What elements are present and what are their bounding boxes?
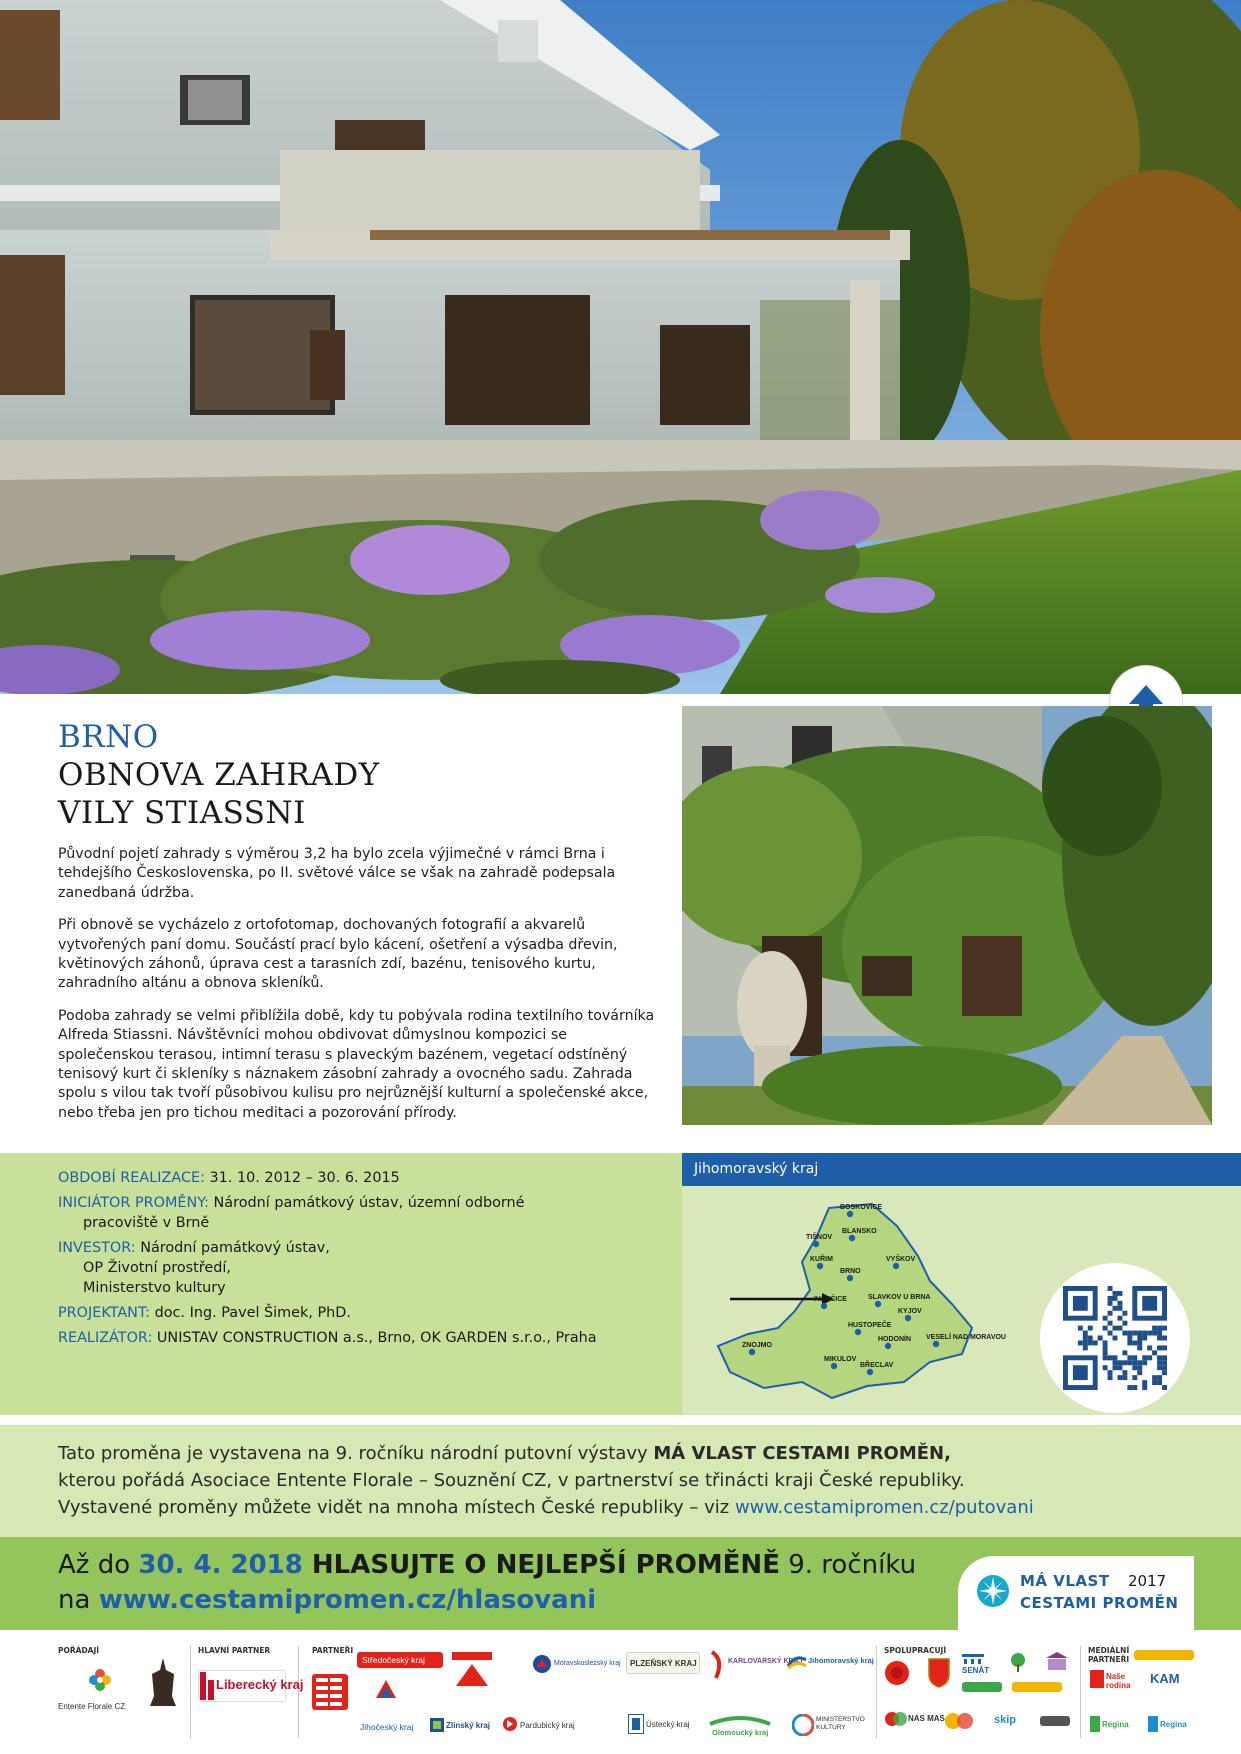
flower-logo-icon bbox=[976, 1574, 1010, 1608]
label-main-partner: HLAVNÍ PARTNER bbox=[198, 1646, 271, 1655]
info-initiator-value-cont: pracoviště v Brně bbox=[83, 1215, 210, 1231]
town-marker bbox=[849, 1235, 855, 1241]
town-label: TIŠNOV bbox=[806, 1234, 833, 1241]
town-label: BŘECLAV bbox=[860, 1362, 894, 1369]
town-marker bbox=[847, 1211, 853, 1217]
ministerstvo-kultury-mark-icon bbox=[792, 1714, 814, 1736]
partners-divider-3 bbox=[876, 1646, 877, 1738]
hero-illustration bbox=[0, 0, 1241, 694]
qr-code[interactable] bbox=[1040, 1263, 1190, 1413]
logo-ustecky: Ústecký kraj bbox=[646, 1720, 690, 1729]
town-label: SLAVKOV U BRNA bbox=[868, 1294, 931, 1301]
logo-regina-2: Regina bbox=[1160, 1720, 1187, 1729]
vote-deadline: 30. 4. 2018 bbox=[138, 1550, 303, 1580]
regina-mark-icon bbox=[1090, 1716, 1100, 1732]
info-contractor-label: REALIZÁTOR: bbox=[58, 1330, 153, 1346]
partners-divider-1 bbox=[190, 1646, 191, 1738]
partners-divider-2 bbox=[298, 1646, 299, 1738]
brand-line-1: MÁ VLAST bbox=[1020, 1572, 1110, 1590]
logo-stredocesky: Středočeský kraj bbox=[362, 1655, 425, 1665]
partners-divider-4 bbox=[1080, 1646, 1081, 1738]
hero-photo-villa-garden bbox=[0, 0, 1241, 694]
logo-plzensky: PLZEŇSKÝ KRAJ bbox=[630, 1659, 697, 1668]
town-marker bbox=[821, 1303, 827, 1309]
partners-strip bbox=[0, 1630, 1241, 1754]
logo-olomoucky: Olomoucký kraj bbox=[712, 1728, 769, 1737]
label-media-1: MEDIÁLNÍ bbox=[1088, 1646, 1130, 1655]
article-body bbox=[58, 845, 658, 1136]
body-paragraph-1: Původní pojetí zahrady s výměrou 3,2 ha bylo zcela výjimečné v rámci Brna i tehdejšího Československa, po II. světové válce se však na zahradě podepsala zanedbaná údržba. bbox=[58, 846, 616, 901]
town-label: HUSTOPEČE bbox=[848, 1322, 892, 1329]
vote-line-1 bbox=[58, 1548, 916, 1582]
expo-exhibition-name: MÁ VLAST CESTAMI PROMĚN, bbox=[653, 1443, 951, 1464]
liberecky-kraj-mark-icon bbox=[200, 1672, 214, 1700]
town-label: BOSKOVICE bbox=[840, 1204, 883, 1211]
campaign-brand bbox=[958, 1556, 1194, 1630]
info-designer-value: doc. Ing. Pavel Šimek, PhD. bbox=[154, 1305, 351, 1321]
rose-logo-icon bbox=[884, 1660, 910, 1686]
info-contractor bbox=[58, 1328, 658, 1348]
moravskoslezsky-kraj-mark-icon bbox=[532, 1654, 552, 1674]
town-label: VESELÍ NAD MORAVOU bbox=[926, 1334, 1006, 1341]
vote-link-prefix: na bbox=[58, 1585, 99, 1615]
info-investor bbox=[58, 1238, 658, 1298]
info-designer-label: PROJEKTANT: bbox=[58, 1305, 150, 1321]
town-marker bbox=[855, 1329, 861, 1335]
expo-line-3-text: Vystavené proměny můžete vidět na mnoha místech České republiky – viz bbox=[58, 1497, 735, 1518]
compass-partner-logo-icon bbox=[944, 1712, 974, 1730]
info-investor-value: Národní památkový ústav, bbox=[140, 1240, 330, 1256]
logo-jihomoravsky: Jihomoravský kraj bbox=[808, 1656, 874, 1665]
info-period-value: 31. 10. 2012 – 30. 6. 2015 bbox=[209, 1170, 400, 1186]
building-logo-icon bbox=[1046, 1652, 1068, 1670]
expo-line-1 bbox=[58, 1440, 1208, 1467]
label-organizers: POŘÁDAJÍ bbox=[58, 1646, 100, 1655]
body-paragraph-3: Podoba zahrady se velmi přiblížila době, kdy tu pobývala rodina textilního továrníka Alfreda Stiassni. Návštěvníci mohou obdivovat důmyslnou kompozici se společenskou terasou, intimní terasu s plaveckým bazénem, vegetací odstíněný tenisový kurt či skleníky s náznakem zásobní zahrady a ovocného sadu. Zahrada spolu s vilou tak tvoří působivou kulisu pro nejrůznější kulturní a společenské akce, nebo třeba jen pro tichou meditaci a pozorování přírody. bbox=[58, 1007, 655, 1121]
town-marker bbox=[831, 1363, 837, 1369]
town-label: KUŘIM bbox=[810, 1256, 833, 1263]
vote-edition: 9. ročníku bbox=[779, 1550, 917, 1580]
logo-karlovarsky: KARLOVARSKÝ KRAJ bbox=[728, 1658, 803, 1665]
town-marker bbox=[893, 1263, 899, 1269]
vote-link[interactable]: www.cestamipromen.cz/hlasovani bbox=[98, 1585, 597, 1615]
brand-line-2: CESTAMI PROMĚN bbox=[1020, 1594, 1179, 1612]
town-label: KYJOV bbox=[898, 1308, 922, 1315]
nasmas-mark-icon bbox=[884, 1710, 908, 1728]
town-label: MIKULOV bbox=[824, 1356, 857, 1363]
title-line-1: OBNOVA ZAHRADY bbox=[58, 757, 380, 793]
town-marker bbox=[847, 1275, 853, 1281]
jihomoravsky-kraj-mark-icon bbox=[786, 1652, 808, 1670]
info-investor-label: INVESTOR: bbox=[58, 1240, 136, 1256]
body-paragraph-2: Při obnově se vycházelo z ortofotomap, dochovaných fotografií a akvarelů vytvořených paní domu. Součástí prací bylo kácení, ošetření a výsadba dřevin, květinových záhonů, úprava cest a tarasních zdí, bazénu, tenisového kurtu, zahradního altánu a obnova skleníků. bbox=[58, 917, 618, 992]
zlinsky-kraj-mark-icon bbox=[430, 1718, 444, 1732]
town-marker bbox=[905, 1315, 911, 1321]
olomoucky-kraj-mark-icon bbox=[708, 1712, 772, 1728]
logo-moravskoslezsky: Moravskoslezský kraj bbox=[554, 1660, 621, 1667]
label-media-2: PARTNEŘI bbox=[1088, 1655, 1130, 1664]
expo-line-1-text: Tato proměna je vystavena na 9. ročníku národní putovní výstavy bbox=[58, 1443, 654, 1464]
entente-florale-logo-icon bbox=[86, 1666, 114, 1694]
town-label: BRNO bbox=[840, 1268, 861, 1275]
expo-line-2: kterou pořádá Asociace Entente Florale – Souznění CZ, v partnerství se třinácti kraji České republiky. bbox=[58, 1470, 965, 1491]
senat-mark-icon bbox=[962, 1650, 984, 1664]
side-photo-ivy-facade bbox=[682, 706, 1212, 1125]
info-designer bbox=[58, 1303, 658, 1323]
qr-code-icon bbox=[1063, 1286, 1167, 1390]
logo-pardubicky: Pardubický kraj bbox=[520, 1721, 575, 1730]
town-marker bbox=[885, 1343, 891, 1349]
info-initiator-value: Národní památkový ústav, územní odborné bbox=[213, 1195, 525, 1211]
logo-jihocesky: Jihočeský kraj bbox=[360, 1722, 414, 1732]
expo-line-3 bbox=[58, 1494, 1208, 1521]
title-line-2: VILY STIASSNI bbox=[58, 795, 306, 831]
town-marker bbox=[813, 1241, 819, 1247]
logo-regina-1: Regina bbox=[1102, 1720, 1129, 1729]
town-marker bbox=[933, 1341, 939, 1347]
info-contractor-value: UNISTAV CONSTRUCTION a.s., Brno, OK GARDEN s.r.o., Praha bbox=[156, 1330, 597, 1346]
ustecky-kraj-mark-icon bbox=[628, 1714, 644, 1734]
town-label: BLANSKO bbox=[842, 1228, 877, 1235]
info-initiator bbox=[58, 1193, 658, 1233]
praha-mark-icon bbox=[316, 1678, 344, 1706]
exhibition-text bbox=[58, 1440, 1208, 1521]
town-marker bbox=[817, 1263, 823, 1269]
side-photo-illustration bbox=[682, 706, 1212, 1125]
brand-year: 2017 bbox=[1128, 1572, 1167, 1590]
coat-of-arms-icon bbox=[928, 1658, 950, 1688]
vote-prefix: Až do bbox=[58, 1550, 139, 1580]
logo-kam: KAM bbox=[1150, 1671, 1180, 1686]
info-investor-value-3: Ministerstvo kultury bbox=[83, 1280, 226, 1296]
logo-nase-rodina: Naše rodina bbox=[1106, 1672, 1131, 1690]
vote-call: HLASUJTE O NEJLEPŠÍ PROMĚNĚ bbox=[302, 1550, 780, 1580]
map-region-title: Jihomoravský kraj bbox=[682, 1153, 1241, 1186]
town-marker bbox=[749, 1349, 755, 1355]
vote-line-2 bbox=[58, 1583, 596, 1617]
green-partner-logo bbox=[962, 1682, 1002, 1692]
expo-tour-link[interactable]: www.cestamipromen.cz/putovani bbox=[734, 1497, 1034, 1518]
label-cooperation: SPOLUPRACUJÍ bbox=[884, 1646, 947, 1655]
info-period bbox=[58, 1168, 658, 1188]
logo-liberecky-kraj: Liberecký kraj bbox=[216, 1677, 304, 1692]
jihocesky-kraj-mark-icon bbox=[376, 1680, 396, 1698]
grey-partner-logo bbox=[1040, 1716, 1070, 1726]
tree-logo-icon bbox=[1008, 1652, 1028, 1672]
kralovehradecky-kraj-logo-icon bbox=[452, 1652, 492, 1688]
propamatky-logo bbox=[1134, 1650, 1194, 1660]
article-title bbox=[58, 718, 658, 832]
souzneni-logo-icon bbox=[148, 1656, 178, 1708]
info-period-label: OBDOBÍ REALIZACE: bbox=[58, 1170, 205, 1186]
karlovarsky-kraj-mark-icon bbox=[710, 1650, 726, 1680]
logo-entente-florale: Entente Florale CZ bbox=[58, 1702, 126, 1711]
info-investor-value-2: OP Životní prostředí, bbox=[83, 1260, 231, 1276]
label-partners: PARTNEŘI bbox=[312, 1646, 354, 1655]
nase-rodina-mark-icon bbox=[1090, 1670, 1104, 1688]
region-map bbox=[682, 1186, 1042, 1415]
logo-skip: skip bbox=[994, 1714, 1017, 1726]
logo-senat: SENÁT bbox=[962, 1666, 990, 1675]
town-marker bbox=[867, 1369, 873, 1375]
town-label: VYŠKOV bbox=[886, 1256, 916, 1263]
logo-ministerstvo-kultury: MINISTERSTVO KULTURY bbox=[816, 1716, 865, 1731]
regina-mark-2-icon bbox=[1148, 1716, 1158, 1732]
yellow-partner-logo bbox=[1012, 1682, 1062, 1692]
title-city: BRNO bbox=[58, 719, 159, 755]
info-initiator-label: INICIÁTOR PROMĚNY: bbox=[58, 1195, 209, 1211]
town-label: HODONÍN bbox=[878, 1336, 912, 1343]
town-label: ZNOJMO bbox=[742, 1342, 772, 1349]
pardubicky-kraj-mark-icon bbox=[502, 1716, 518, 1732]
project-info-list bbox=[58, 1168, 658, 1353]
town-label: IVANČICE bbox=[814, 1296, 847, 1303]
logo-zlinsky: Zlínský kraj bbox=[446, 1721, 491, 1730]
logo-nasmas: NAS MAS bbox=[908, 1714, 945, 1723]
town-marker bbox=[875, 1301, 881, 1307]
